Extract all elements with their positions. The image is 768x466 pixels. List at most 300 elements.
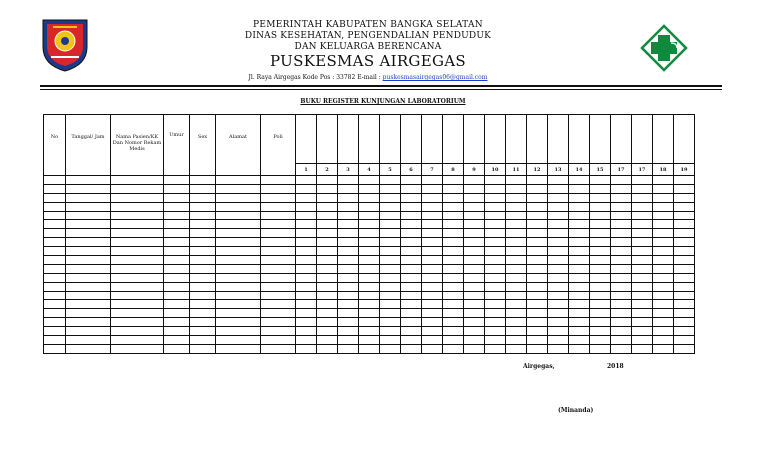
table-cell	[296, 318, 317, 327]
table-cell	[359, 291, 380, 300]
table-cell	[653, 282, 674, 291]
table-cell	[611, 229, 632, 238]
table-cell	[653, 264, 674, 273]
table-cell	[464, 256, 485, 265]
table-cell	[422, 193, 443, 202]
table-cell	[548, 256, 569, 265]
table-cell	[190, 273, 216, 282]
table-cell	[111, 211, 164, 220]
table-cell	[401, 318, 422, 327]
table-cell	[401, 336, 422, 345]
table-cell	[506, 193, 527, 202]
table-cell	[443, 202, 464, 211]
table-cell	[261, 202, 296, 211]
table-row	[44, 176, 695, 185]
table-cell	[66, 238, 111, 247]
table-cell	[66, 344, 111, 353]
table-cell	[569, 220, 590, 229]
table-cell	[422, 229, 443, 238]
table-cell	[485, 184, 506, 193]
table-cell	[527, 273, 548, 282]
table-cell	[674, 176, 695, 185]
table-cell	[632, 211, 653, 220]
table-cell	[674, 318, 695, 327]
table-cell	[216, 282, 261, 291]
table-cell	[422, 273, 443, 282]
table-cell	[632, 229, 653, 238]
table-cell	[296, 282, 317, 291]
table-cell	[216, 336, 261, 345]
table-cell	[632, 318, 653, 327]
table-cell	[190, 300, 216, 309]
table-cell	[296, 184, 317, 193]
table-cell	[674, 247, 695, 256]
table-cell	[66, 336, 111, 345]
table-cell	[548, 229, 569, 238]
table-cell	[464, 327, 485, 336]
table-cell	[261, 344, 296, 353]
table-cell	[44, 327, 66, 336]
col-header-umur: Umur	[164, 115, 190, 176]
table-cell	[164, 193, 190, 202]
table-cell	[485, 273, 506, 282]
table-cell	[569, 184, 590, 193]
table-cell	[611, 336, 632, 345]
table-row	[44, 256, 695, 265]
table-cell	[464, 282, 485, 291]
table-cell	[632, 309, 653, 318]
table-cell	[422, 238, 443, 247]
table-cell	[422, 344, 443, 353]
table-cell	[611, 202, 632, 211]
table-cell	[506, 291, 527, 300]
table-cell	[401, 309, 422, 318]
table-cell	[111, 229, 164, 238]
table-row	[44, 202, 695, 211]
table-cell	[443, 344, 464, 353]
table-cell	[506, 238, 527, 247]
table-cell	[548, 264, 569, 273]
table-cell	[261, 318, 296, 327]
table-cell	[111, 336, 164, 345]
table-cell	[527, 247, 548, 256]
table-cell	[216, 291, 261, 300]
table-cell	[296, 220, 317, 229]
table-cell	[296, 300, 317, 309]
table-cell	[380, 344, 401, 353]
table-cell	[317, 282, 338, 291]
table-cell	[44, 247, 66, 256]
table-cell	[443, 300, 464, 309]
table-cell	[527, 184, 548, 193]
table-cell	[261, 273, 296, 282]
table-cell	[317, 247, 338, 256]
table-cell	[653, 327, 674, 336]
table-cell	[164, 238, 190, 247]
table-cell	[317, 220, 338, 229]
table-cell	[548, 336, 569, 345]
table-cell	[422, 247, 443, 256]
table-cell	[317, 184, 338, 193]
header-line-1: PEMERINTAH KABUPATEN BANGKA SELATAN	[253, 20, 483, 30]
table-cell	[569, 211, 590, 220]
table-cell	[674, 229, 695, 238]
table-cell	[44, 184, 66, 193]
table-cell	[611, 291, 632, 300]
table-cell	[527, 336, 548, 345]
col-number-16: 17	[611, 164, 632, 176]
table-cell	[590, 327, 611, 336]
col-number-9: 9	[464, 164, 485, 176]
table-cell	[506, 220, 527, 229]
table-cell	[653, 184, 674, 193]
table-cell	[674, 336, 695, 345]
table-cell	[338, 291, 359, 300]
col-number-14: 14	[569, 164, 590, 176]
table-cell	[216, 344, 261, 353]
table-cell	[548, 318, 569, 327]
table-cell	[443, 309, 464, 318]
table-cell	[485, 256, 506, 265]
address-text: Jl. Raya Airgegas Kode Pos : 33782 E-mail :	[248, 74, 383, 81]
col-number-15: 15	[590, 164, 611, 176]
table-cell	[611, 273, 632, 282]
table-cell	[485, 309, 506, 318]
table-cell	[164, 336, 190, 345]
table-cell	[66, 318, 111, 327]
table-cell	[632, 282, 653, 291]
table-cell	[548, 202, 569, 211]
table-cell	[590, 193, 611, 202]
table-cell	[380, 256, 401, 265]
table-cell	[506, 247, 527, 256]
table-cell	[590, 184, 611, 193]
table-cell	[401, 282, 422, 291]
table-cell	[190, 238, 216, 247]
table-cell	[569, 273, 590, 282]
table-cell	[380, 309, 401, 318]
table-cell	[190, 336, 216, 345]
table-cell	[66, 220, 111, 229]
table-cell	[296, 264, 317, 273]
table-cell	[164, 327, 190, 336]
table-cell	[527, 256, 548, 265]
table-cell	[611, 282, 632, 291]
table-cell	[261, 291, 296, 300]
table-cell	[216, 300, 261, 309]
table-cell	[506, 264, 527, 273]
table-cell	[590, 318, 611, 327]
table-cell	[66, 184, 111, 193]
table-cell	[216, 202, 261, 211]
table-cell	[359, 211, 380, 220]
table-cell	[674, 211, 695, 220]
table-cell	[632, 176, 653, 185]
table-cell	[569, 309, 590, 318]
col-header-nama: Nama Pasien/KK Dan Nomor Rekam Medis	[111, 115, 164, 176]
table-cell	[590, 291, 611, 300]
table-cell	[632, 336, 653, 345]
table-cell	[569, 318, 590, 327]
table-cell	[296, 273, 317, 282]
table-row	[44, 193, 695, 202]
table-cell	[569, 256, 590, 265]
table-cell	[443, 220, 464, 229]
table-cell	[653, 202, 674, 211]
table-cell	[653, 344, 674, 353]
col-header-tanggal: Tanggal/ Jam	[66, 115, 111, 176]
table-cell	[190, 247, 216, 256]
table-cell	[485, 282, 506, 291]
table-cell	[632, 220, 653, 229]
table-cell	[317, 327, 338, 336]
table-row	[44, 327, 695, 336]
table-cell	[548, 211, 569, 220]
table-cell	[401, 184, 422, 193]
email-link[interactable]: puskesmasairgegas06@gmail.com	[382, 74, 488, 81]
table-cell	[164, 318, 190, 327]
table-cell	[261, 193, 296, 202]
table-cell	[111, 273, 164, 282]
table-cell	[66, 211, 111, 220]
table-cell	[443, 327, 464, 336]
table-cell	[632, 202, 653, 211]
table-cell	[338, 282, 359, 291]
col-number-10: 10	[485, 164, 506, 176]
table-cell	[590, 300, 611, 309]
table-cell	[443, 238, 464, 247]
table-cell	[380, 238, 401, 247]
table-cell	[359, 220, 380, 229]
table-cell	[590, 220, 611, 229]
table-cell	[590, 309, 611, 318]
table-row	[44, 184, 695, 193]
table-cell	[359, 247, 380, 256]
table-cell	[296, 193, 317, 202]
table-cell	[296, 247, 317, 256]
table-cell	[401, 344, 422, 353]
table-cell	[190, 229, 216, 238]
table-cell	[464, 229, 485, 238]
table-cell	[380, 264, 401, 273]
table-cell	[66, 193, 111, 202]
table-cell	[111, 291, 164, 300]
table-cell	[422, 176, 443, 185]
table-cell	[527, 318, 548, 327]
table-cell	[653, 193, 674, 202]
table-cell	[674, 256, 695, 265]
col-number-8: 8	[443, 164, 464, 176]
table-cell	[569, 336, 590, 345]
table-cell	[464, 238, 485, 247]
table-cell	[216, 238, 261, 247]
table-cell	[653, 176, 674, 185]
table-cell	[216, 184, 261, 193]
table-cell	[359, 264, 380, 273]
table-cell	[190, 211, 216, 220]
table-cell	[164, 264, 190, 273]
table-cell	[190, 184, 216, 193]
table-cell	[674, 202, 695, 211]
table-cell	[527, 238, 548, 247]
table-cell	[569, 202, 590, 211]
table-cell	[216, 211, 261, 220]
table-cell	[164, 211, 190, 220]
table-cell	[296, 238, 317, 247]
table-cell	[164, 291, 190, 300]
table-cell	[422, 282, 443, 291]
table-cell	[216, 318, 261, 327]
table-cell	[611, 176, 632, 185]
table-cell	[443, 193, 464, 202]
table-cell	[401, 211, 422, 220]
table-cell	[548, 344, 569, 353]
table-cell	[111, 193, 164, 202]
table-cell	[485, 229, 506, 238]
table-cell	[611, 256, 632, 265]
table-cell	[216, 327, 261, 336]
table-cell	[380, 193, 401, 202]
table-cell	[111, 282, 164, 291]
table-cell	[569, 193, 590, 202]
header-address	[214, 74, 522, 81]
table-cell	[527, 344, 548, 353]
table-cell	[164, 300, 190, 309]
table-cell	[296, 336, 317, 345]
table-cell	[611, 344, 632, 353]
table-cell	[569, 238, 590, 247]
table-cell	[338, 220, 359, 229]
table-cell	[190, 202, 216, 211]
col-header-sex: Sex	[190, 115, 216, 176]
table-cell	[66, 300, 111, 309]
table-cell	[443, 211, 464, 220]
table-cell	[464, 344, 485, 353]
table-cell	[485, 291, 506, 300]
table-cell	[485, 264, 506, 273]
table-cell	[317, 202, 338, 211]
table-row	[44, 229, 695, 238]
table-cell	[527, 264, 548, 273]
table-cell	[338, 202, 359, 211]
table-cell	[338, 318, 359, 327]
register-table	[43, 114, 695, 354]
table-cell	[216, 193, 261, 202]
table-cell	[506, 176, 527, 185]
table-cell	[443, 176, 464, 185]
table-cell	[653, 273, 674, 282]
table-cell	[380, 202, 401, 211]
table-row	[44, 211, 695, 220]
table-cell	[380, 220, 401, 229]
table-cell	[380, 184, 401, 193]
table-cell	[674, 238, 695, 247]
table-cell	[359, 229, 380, 238]
table-cell	[190, 327, 216, 336]
col-number-1: 1	[296, 164, 317, 176]
table-cell	[216, 264, 261, 273]
table-cell	[317, 318, 338, 327]
table-cell	[674, 344, 695, 353]
table-cell	[261, 247, 296, 256]
table-cell	[548, 300, 569, 309]
table-cell	[590, 229, 611, 238]
table-cell	[338, 247, 359, 256]
table-cell	[359, 282, 380, 291]
table-cell	[66, 327, 111, 336]
table-cell	[44, 344, 66, 353]
table-cell	[44, 220, 66, 229]
table-cell	[548, 193, 569, 202]
table-cell	[66, 202, 111, 211]
table-cell	[261, 211, 296, 220]
table-cell	[485, 327, 506, 336]
table-cell	[632, 264, 653, 273]
table-cell	[464, 336, 485, 345]
table-cell	[422, 211, 443, 220]
table-cell	[674, 264, 695, 273]
table-cell	[674, 327, 695, 336]
table-cell	[443, 336, 464, 345]
table-cell	[527, 193, 548, 202]
table-cell	[401, 327, 422, 336]
table-cell	[653, 336, 674, 345]
table-cell	[380, 291, 401, 300]
signature-name: (Minanda)	[558, 407, 594, 414]
table-cell	[380, 318, 401, 327]
table-cell	[485, 238, 506, 247]
col-number-11: 11	[506, 164, 527, 176]
table-cell	[44, 291, 66, 300]
table-cell	[111, 300, 164, 309]
table-cell	[611, 264, 632, 273]
table-cell	[611, 247, 632, 256]
table-cell	[401, 220, 422, 229]
table-cell	[317, 264, 338, 273]
table-cell	[485, 176, 506, 185]
table-cell	[611, 220, 632, 229]
table-cell	[506, 309, 527, 318]
table-cell	[527, 300, 548, 309]
table-cell	[359, 256, 380, 265]
table-cell	[590, 211, 611, 220]
table-cell	[296, 229, 317, 238]
table-cell	[464, 211, 485, 220]
col-number-19: 19	[674, 164, 695, 176]
table-cell	[164, 229, 190, 238]
table-cell	[548, 291, 569, 300]
table-cell	[653, 229, 674, 238]
table-cell	[485, 193, 506, 202]
table-cell	[338, 193, 359, 202]
table-cell	[338, 327, 359, 336]
table-cell	[380, 229, 401, 238]
table-cell	[674, 291, 695, 300]
table-cell	[401, 238, 422, 247]
table-cell	[296, 176, 317, 185]
col-number-6: 6	[401, 164, 422, 176]
table-cell	[443, 256, 464, 265]
table-cell	[216, 273, 261, 282]
col-number-3: 3	[338, 164, 359, 176]
table-cell	[548, 220, 569, 229]
table-cell	[380, 176, 401, 185]
header-line-2: DINAS KESEHATAN, PENGENDALIAN PENDUDUK	[244, 31, 492, 41]
table-cell	[338, 229, 359, 238]
col-number-13: 13	[548, 164, 569, 176]
table-cell	[66, 264, 111, 273]
table-cell	[317, 336, 338, 345]
